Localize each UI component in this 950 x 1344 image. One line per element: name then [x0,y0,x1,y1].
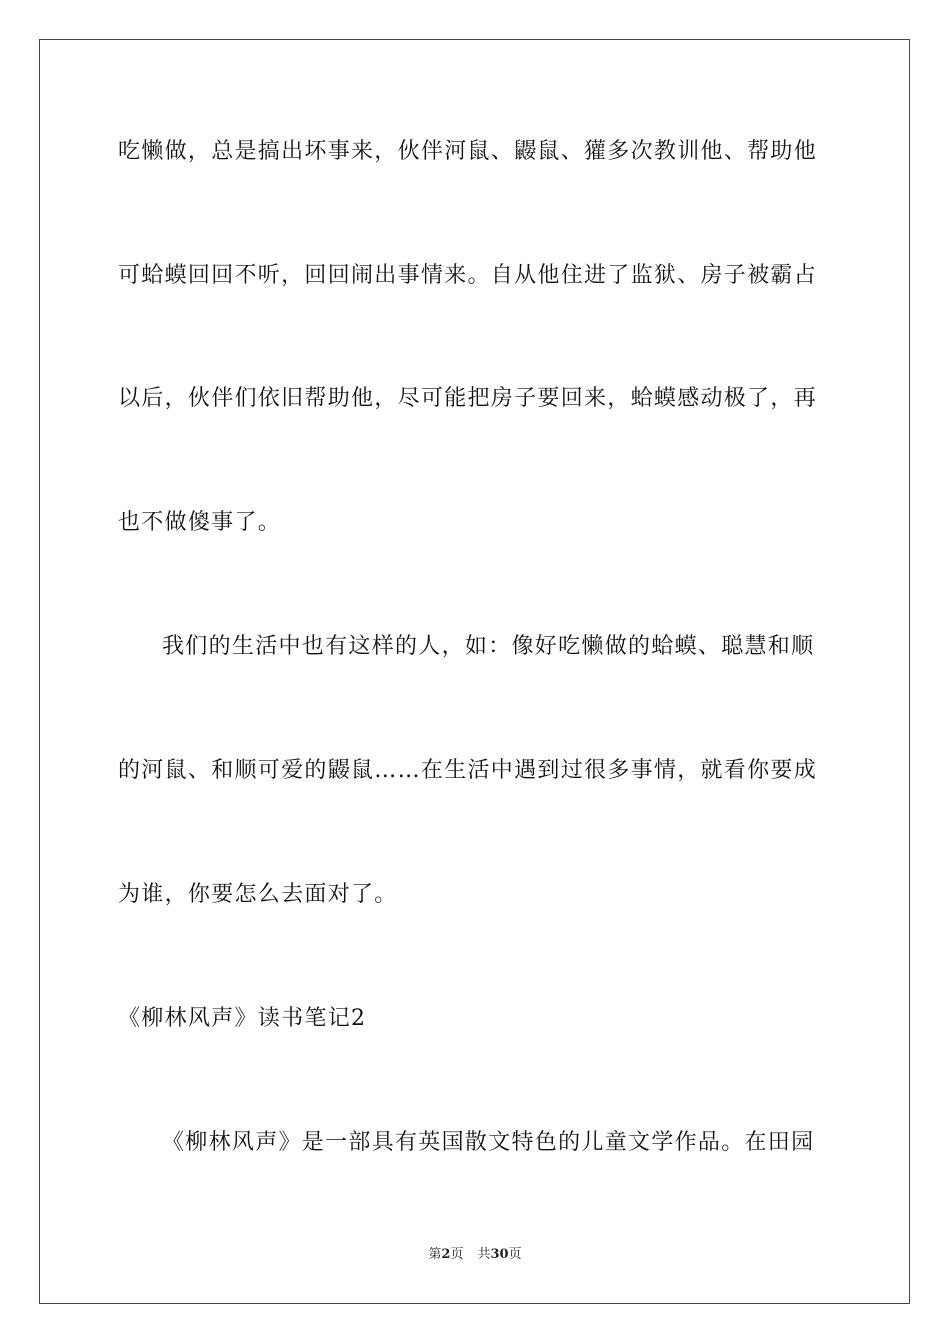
body-text-line: 我们的生活中也有这样的人，如：像好吃懒做的蛤蟆、聪慧和顺 [162,634,815,659]
page-number: 2 [441,1247,451,1262]
body-text-line: 的河鼠、和顺可爱的鼹鼠……在生活中遇到过很多事情，就看你要成 [118,758,818,783]
body-text-line: 吃懒做，总是搞出坏事来，伙伴河鼠、鼹鼠、獾多次教训他、帮助他 [118,139,818,164]
body-text-line: 也不做傻事了。 [118,510,282,535]
total-prefix: 共 [477,1247,491,1262]
body-text-line: 为谁，你要怎么去面对了。 [118,882,398,907]
body-text-line: 以后，伙伴们依旧帮助他，尽可能把房子要回来，蛤蟆感动极了，再 [118,386,818,411]
page-prefix: 第 [428,1247,442,1262]
total-pages: 30 [490,1247,509,1262]
page-footer [0,1246,950,1264]
section-heading: 《柳林风声》读书笔记2 [118,1006,367,1031]
body-text-line: 《柳林风声》是一部具有英国散文特色的儿童文学作品。在田园 [162,1130,815,1155]
body-text-line: 可蛤蟆回回不听，回回闹出事情来。自从他住进了监狱、房子被霸占 [118,263,818,288]
page-border [39,39,910,1304]
total-suffix: 页 [508,1247,522,1262]
page-suffix: 页 [450,1247,464,1262]
